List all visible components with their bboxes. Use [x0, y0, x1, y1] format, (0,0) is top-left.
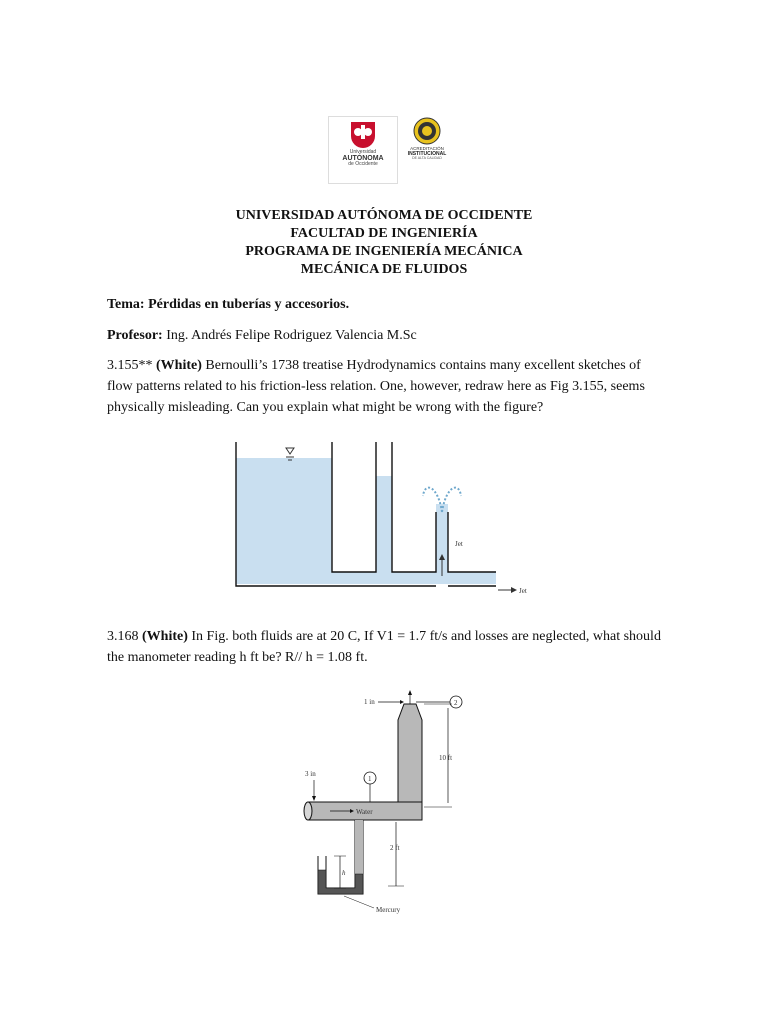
uao-line3: de Occidente	[348, 161, 378, 167]
uao-line1: Universidad	[349, 149, 377, 155]
university-logo	[328, 116, 398, 184]
problem-3-155	[107, 355, 667, 418]
document-header	[0, 207, 768, 279]
label-10ft: 10 ft	[439, 754, 453, 762]
problem-number: 3.155**	[107, 358, 153, 373]
label-section-2: 2	[454, 699, 458, 707]
professor-name: Ing. Andrés Felipe Rodriguez Valencia M.Sc	[166, 328, 417, 343]
university-name: UNIVERSIDAD AUTÓNOMA DE OCCIDENTE	[235, 208, 533, 223]
professor-line	[107, 325, 667, 346]
problem-3-168	[107, 626, 667, 668]
figure-3-155	[233, 436, 533, 606]
logos	[328, 116, 452, 184]
label-2ft: 2 ft	[390, 844, 400, 852]
course-name: MECÁNICA DE FLUIDOS	[300, 262, 468, 277]
professor-label: Profesor:	[107, 328, 163, 343]
accr-line2: INSTITUCIONAL	[407, 150, 447, 157]
problem-text: In Fig. both fluids are at 20 C, If V1 = 1.7 ft/s and losses are neglected, what should the manometer reading h ft be? R// h = 1.08 ft.	[107, 629, 661, 665]
accreditation-logo	[402, 117, 452, 183]
figure-3-168	[300, 690, 480, 920]
label-mercury: Mercury	[376, 906, 401, 914]
accr-line3: DE ALTA CALIDAD	[412, 155, 442, 160]
uao-emblem-icon	[348, 120, 378, 150]
faculty-name: FACULTAD DE INGENIERÍA	[290, 226, 478, 241]
label-1in: 1 in	[364, 698, 375, 706]
problem-source: (White)	[156, 358, 202, 373]
problem-source: (White)	[142, 629, 188, 644]
jet-horizontal-label: Jet	[519, 587, 527, 595]
label-section-1: 1	[368, 775, 372, 783]
program-name: PROGRAMA DE INGENIERÍA MECÁNICA	[245, 244, 523, 259]
label-3in: 3 in	[305, 770, 316, 778]
label-water: Water	[356, 808, 373, 816]
topic-line: Tema: Pérdidas en tuberías y accesorios.	[107, 297, 350, 312]
problem-text: Bernoulli’s 1738 treatise Hydrodynamics contains many excellent sketches of flow patterns related to his friction-less relation. One, however, redraw here as Fig 3.155, seems physically misleading. Can you explain what might be wrong with the figure?	[107, 358, 645, 415]
jet-vertical-label: Jet	[455, 540, 463, 548]
problem-number: 3.168	[107, 629, 139, 644]
uao-line2: AUTÓNOMA	[342, 155, 384, 162]
accreditation-seal-icon	[413, 117, 441, 145]
label-h: h	[342, 869, 346, 877]
accr-line1: ACREDITACIÓN	[410, 146, 444, 151]
